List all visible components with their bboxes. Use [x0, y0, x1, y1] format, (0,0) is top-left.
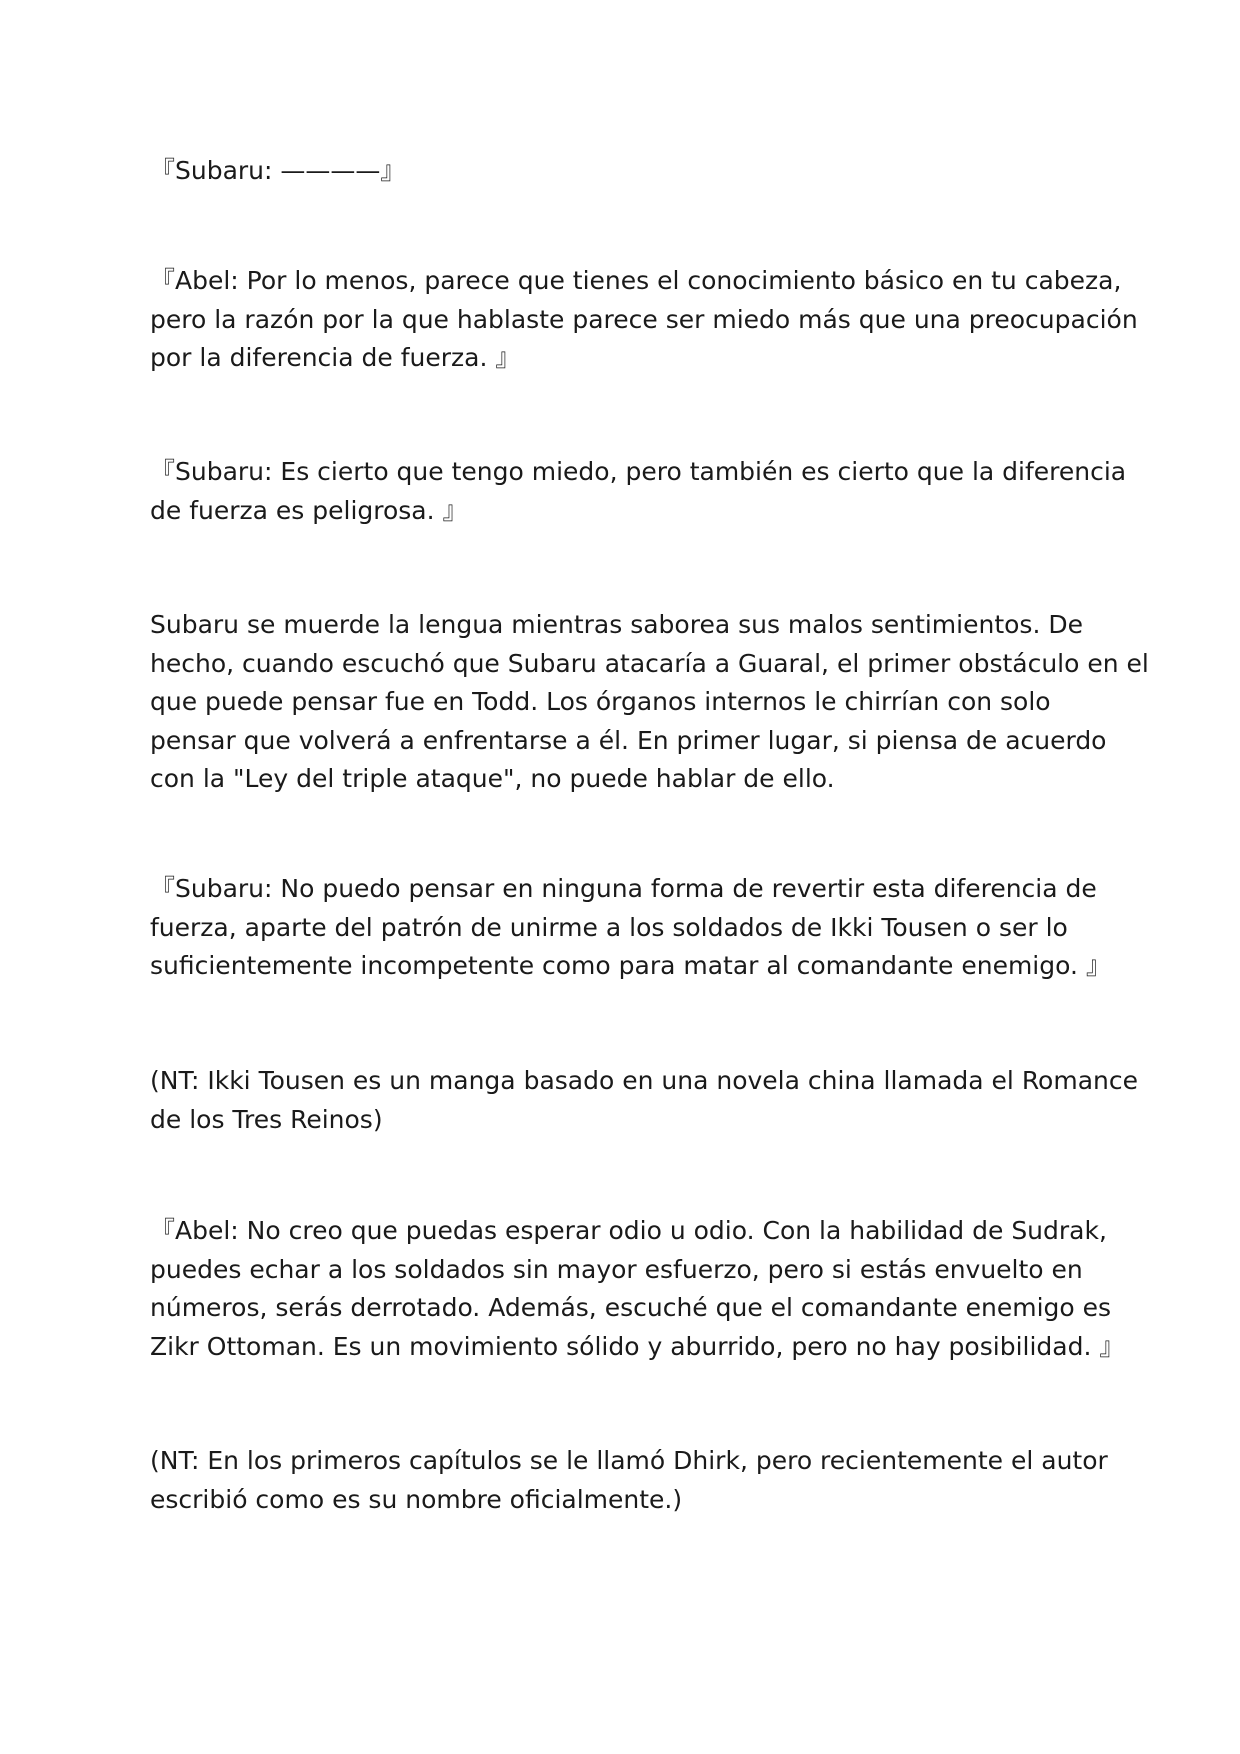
text-line: números, serás derrotado. Además, escuché que el comandante enemigo es — [150, 1293, 1112, 1322]
dialogue-paragraph — [150, 453, 1127, 530]
text-line: con la "Ley del triple ataque", no puede hablar de ello. — [150, 764, 835, 793]
text-line: de los Tres Reinos) — [150, 1104, 383, 1134]
text-line: 『Subaru: Es cierto que tengo miedo, pero también es cierto que la diferencia — [150, 457, 1127, 486]
text-line: por la diferencia de fuerza. 』 — [150, 343, 521, 372]
text-line: suficientemente incompetente como para matar al comandante enemigo. 』 — [150, 951, 1111, 980]
dialogue-paragraph — [150, 870, 1111, 986]
text-line: de fuerza es peligrosa. 』 — [150, 495, 468, 525]
text-line: 『Abel: No creo que puedas esperar odio u odio. Con la habilidad de Sudrak, — [150, 1216, 1107, 1245]
text-line: pero la razón por la que hablaste parece ser miedo más que una preocupación — [150, 304, 1138, 334]
dialogue-paragraph — [150, 1212, 1125, 1366]
text-line: (NT: Ikki Tousen es un manga basado en una novela china llamada el Romance — [150, 1066, 1139, 1095]
narration-paragraph — [150, 606, 1149, 799]
text-line: escribió como es su nombre oficialmente.) — [150, 1484, 683, 1514]
text-line: 『Subaru: ————』 — [150, 156, 406, 185]
text-line: fuerza, aparte del patrón de unirme a los soldados de Ikki Tousen o ser lo — [150, 912, 1068, 942]
translator-note-paragraph — [150, 1442, 1108, 1519]
text-line: Subaru se muerde la lengua mientras saborea sus malos sentimientos. De — [150, 610, 1083, 639]
dialogue-paragraph — [150, 262, 1138, 378]
text-line: hecho, cuando escuchó que Subaru atacaría a Guaral, el primer obstáculo en el — [150, 648, 1149, 678]
text-line: (NT: En los primeros capítulos se le llamó Dhirk, pero recientemente el autor — [150, 1446, 1108, 1475]
text-line: puedes echar a los soldados sin mayor esfuerzo, pero si estás envuelto en — [150, 1254, 1083, 1284]
text-line: 『Subaru: No puedo pensar en ninguna forma de revertir esta diferencia de — [150, 874, 1097, 903]
text-line: 『Abel: Por lo menos, parece que tienes el conocimiento básico en tu cabeza, — [150, 266, 1122, 295]
dialogue-paragraph — [150, 152, 1100, 191]
text-line: que puede pensar fue en Todd. Los órganos internos le chirrían con solo — [150, 687, 1051, 716]
text-line: pensar que volverá a enfrentarse a él. En primer lugar, si piensa de acuerdo — [150, 725, 1107, 755]
text-line: Zikr Ottoman. Es un movimiento sólido y aburrido, pero no hay posibilidad. 』 — [150, 1331, 1125, 1361]
translator-note-paragraph — [150, 1062, 1139, 1139]
